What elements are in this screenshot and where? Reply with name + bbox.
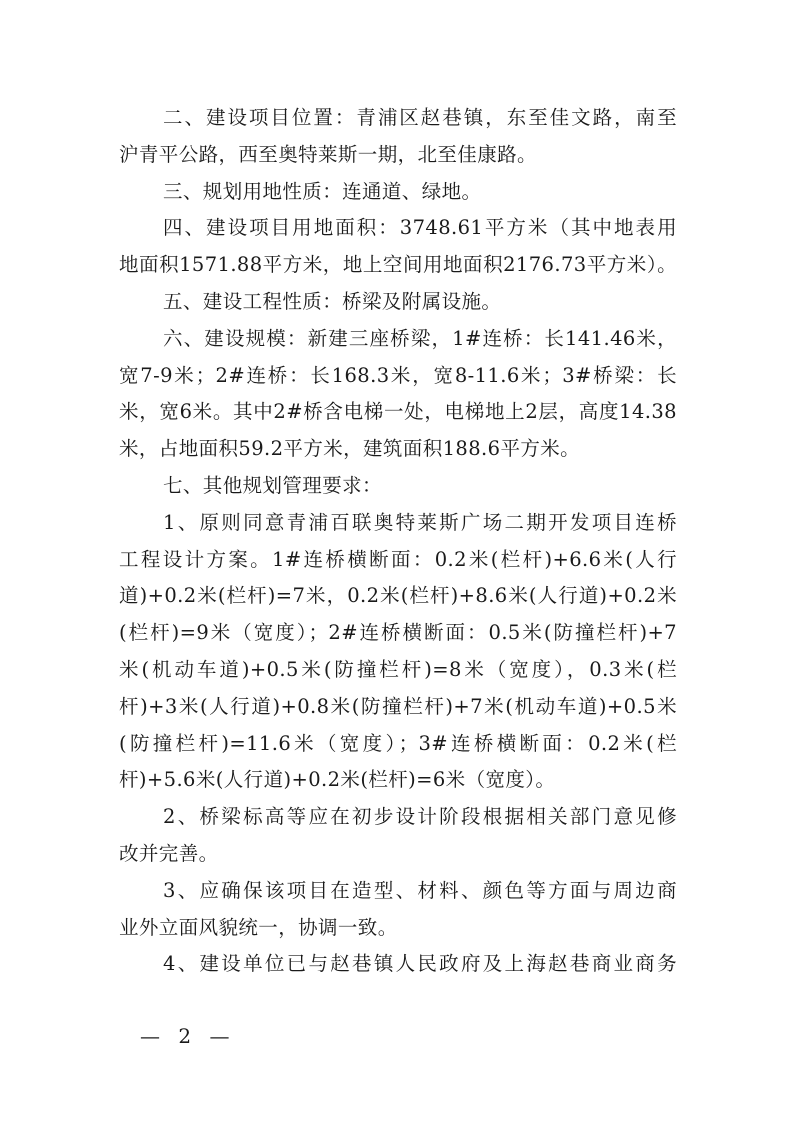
text-line: 米(机动车道)+0.5米(防撞栏杆)=8米（宽度），0.3米(栏 <box>119 657 677 681</box>
text-line: 杆)+3米(人行道)+0.8米(防撞栏杆)+7米(机动车道)+0.5米 <box>119 694 677 718</box>
text-line: 四、建设项目用地面积：3748.61平方米（其中地表用 <box>163 216 677 240</box>
text-line: 米，占地面积59.2平方米，建筑面积188.6平方米。 <box>119 437 581 461</box>
text-line: 改并完善。 <box>119 841 219 865</box>
text-line: 2、桥梁标高等应在初步设计阶段根据相关部门意见修 <box>163 805 677 829</box>
text-line: 沪青平公路，西至奥特莱斯一期，北至佳康路。 <box>119 142 537 166</box>
text-line: 工程设计方案。1#连桥横断面：0.2米(栏杆)+6.6米(人行 <box>119 547 677 571</box>
text-line: (防撞栏杆)=11.6米（宽度）；3#连桥横断面：0.2米(栏 <box>119 731 677 755</box>
text-line: 1、原则同意青浦百联奥特莱斯广场二期开发项目连桥 <box>163 510 677 534</box>
text-line: 三、规划用地性质：连通道、绿地。 <box>163 179 482 203</box>
text-line: 二、建设项目位置：青浦区赵巷镇，东至佳文路，南至 <box>163 106 677 129</box>
text-line: 米，宽6米。其中2#桥含电梯一处，电梯地上2层，高度14.38 <box>119 400 677 424</box>
text-line: 七、其他规划管理要求： <box>163 473 382 497</box>
text-line: 宽7-9米；2#连桥：长168.3米，宽8-11.6米；3#桥梁：长 <box>119 363 677 387</box>
text-line: 3、应确保该项目在造型、材料、颜色等方面与周边商 <box>163 878 677 902</box>
text-line: 六、建设规模：新建三座桥梁，1#连桥：长141.46米， <box>163 326 677 350</box>
text-line: 地面积1571.88平方米，地上空间用地面积2176.73平方米）。 <box>119 253 677 277</box>
text-line: 4、建设单位已与赵巷镇人民政府及上海赵巷商业商务 <box>163 952 677 976</box>
text-line: 业外立面风貌统一，协调一致。 <box>119 915 398 939</box>
page-number: — 2 — <box>140 1024 236 1048</box>
text-line: 杆)+5.6米(人行道)+0.2米(栏杆)=6米（宽度）。 <box>119 768 556 792</box>
document-body <box>119 100 677 983</box>
text-line: 道)+0.2米(栏杆)=7米，0.2米(栏杆)+8.6米(人行道)+0.2米 <box>119 584 677 608</box>
text-line: 五、建设工程性质：桥梁及附属设施。 <box>163 289 502 313</box>
text-line: (栏杆)=9米（宽度）；2#连桥横断面：0.5米(防撞栏杆)+7 <box>119 621 677 645</box>
